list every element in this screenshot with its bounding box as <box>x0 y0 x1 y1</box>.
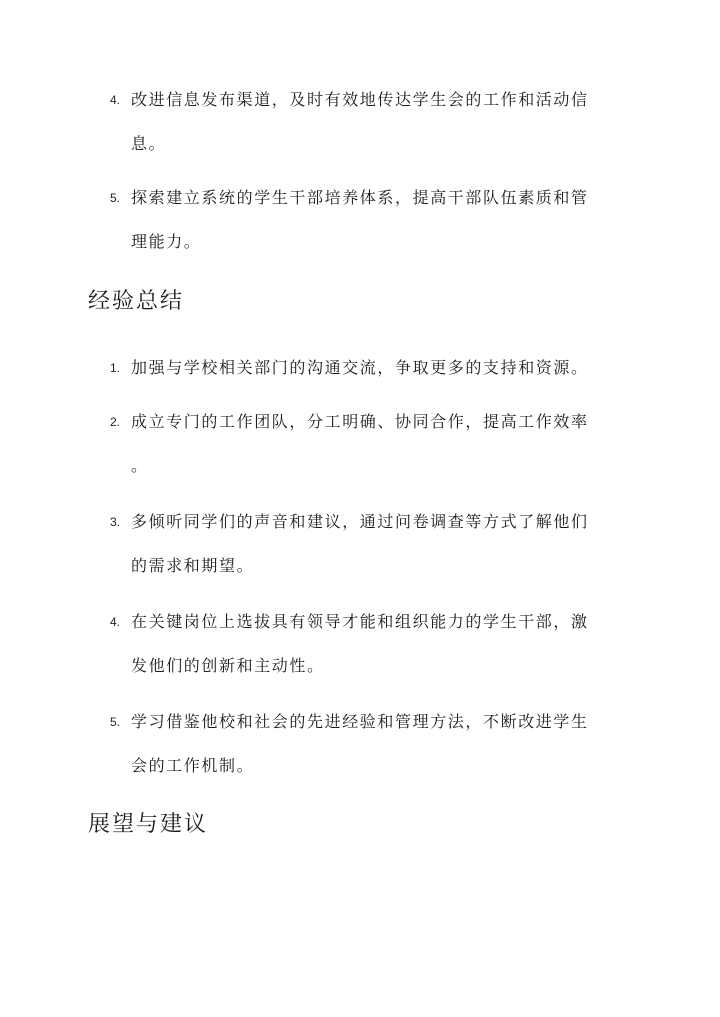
section-heading-experience: 经验总结 <box>88 289 185 314</box>
list-item-text: 学习借鉴他校和社会的先进经验和管理方法，不断改进学生 <box>131 712 589 731</box>
list-item-text: 在关键岗位上选拔具有领导才能和组织能力的学生干部，激 <box>131 612 589 631</box>
list-item-text: 多倾听同学们的声音和建议，通过问卷调查等方式了解他们 <box>131 512 589 531</box>
list-item-number: 4. <box>110 615 121 629</box>
list-item-text: 成立专门的工作团队，分工明确、协同合作，提高工作效率 <box>131 412 589 431</box>
list-item-text-continued: 的需求和期望。 <box>131 556 255 575</box>
list-item-number: 5. <box>110 715 121 729</box>
list-item-text: 加强与学校相关部门的沟通交流，争取更多的支持和资源。 <box>131 358 589 377</box>
list-item-number: 3. <box>110 515 121 529</box>
list-item-number: 4. <box>110 93 121 107</box>
list-item-text: 探索建立系统的学生干部培养体系，提高干部队伍素质和管 <box>131 188 589 207</box>
list-item-text-continued: 。 <box>131 456 149 475</box>
list-item-number: 2. <box>110 415 121 429</box>
list-item-text-continued: 会的工作机制。 <box>131 756 255 775</box>
list-item-text-continued: 发他们的创新和主动性。 <box>131 656 325 675</box>
list-item-text: 改进信息发布渠道，及时有效地传达学生会的工作和活动信 <box>131 90 589 109</box>
list-item-text-continued: 理能力。 <box>131 232 202 251</box>
list-item-number: 1. <box>110 361 121 375</box>
list-item-text-continued: 息。 <box>131 134 167 153</box>
list-item-number: 5. <box>110 191 121 205</box>
section-heading-outlook: 展望与建议 <box>88 812 209 837</box>
